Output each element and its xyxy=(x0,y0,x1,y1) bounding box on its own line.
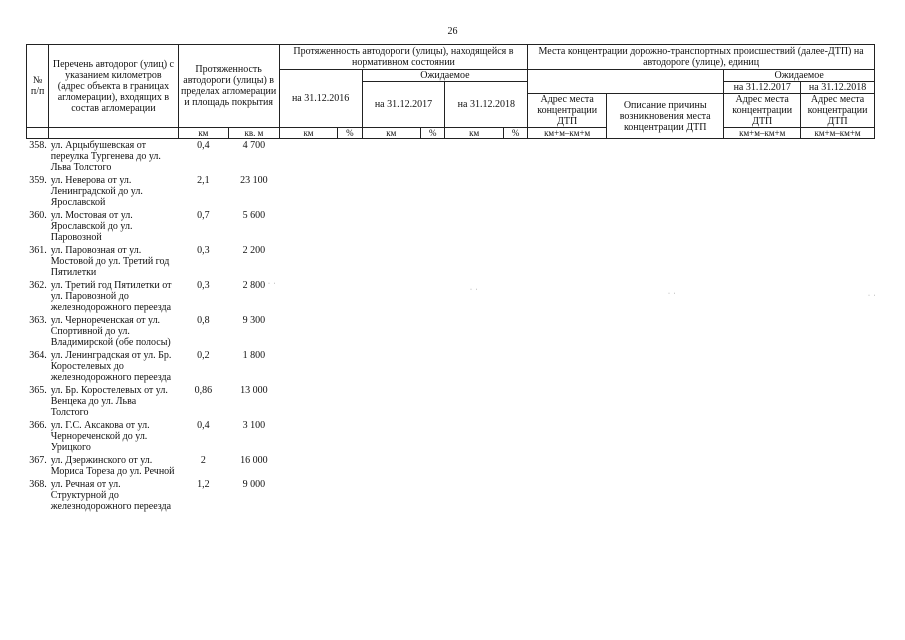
empty-cell xyxy=(528,279,607,314)
empty-cell xyxy=(445,314,504,349)
header-norm-2017: на 31.12.2017 xyxy=(362,82,445,128)
empty-cell xyxy=(338,209,362,244)
empty-cell xyxy=(724,349,801,384)
empty-cell xyxy=(338,419,362,454)
empty-cell xyxy=(362,419,421,454)
road-area-sqm: 9 000 xyxy=(242,479,266,490)
road-area-sqm: 4 700 xyxy=(242,140,266,151)
unit-km-2017: км xyxy=(362,128,421,139)
empty-cell xyxy=(724,139,801,175)
road-area-sqm: 16 000 xyxy=(240,455,268,466)
empty-cell xyxy=(504,174,528,209)
unit-pct-2018: % xyxy=(504,128,528,139)
empty-cell xyxy=(421,244,445,279)
unit-sqm: кв. м xyxy=(229,128,280,139)
empty-cell xyxy=(279,454,338,478)
empty-cell xyxy=(607,454,724,478)
header-length: Протяженность автодороги (улицы) в пределах агломерации и площадь покрытия xyxy=(178,45,279,128)
empty-cell xyxy=(528,209,607,244)
road-area-sqm: 5 600 xyxy=(242,210,266,221)
header-dtp: Места концентрации дорожно-транспортных происшествий (далее-ДТП) на автодороге (улице), единиц xyxy=(528,45,875,70)
empty-cell xyxy=(279,478,338,513)
empty-cell xyxy=(338,454,362,478)
empty-cell xyxy=(724,174,801,209)
road-name: ул. Бр. Коростелевых от ул. Венцека до ул. Льва Толстого xyxy=(50,385,168,418)
empty-cell xyxy=(724,454,801,478)
empty-cell xyxy=(421,314,445,349)
empty-cell xyxy=(724,209,801,244)
unit-pct-2017: % xyxy=(421,128,445,139)
empty-cell xyxy=(362,209,421,244)
empty-cell xyxy=(504,244,528,279)
empty-cell xyxy=(607,279,724,314)
empty-cell xyxy=(528,454,607,478)
empty-cell xyxy=(362,279,421,314)
table-row xyxy=(27,279,875,314)
table-row xyxy=(27,139,875,175)
empty-cell xyxy=(607,419,724,454)
empty-cell xyxy=(338,244,362,279)
empty-cell xyxy=(362,139,421,175)
road-name: ул. Мостовая от ул. Ярославской до ул. Паровозной xyxy=(50,210,133,243)
scan-artifact: · · xyxy=(668,291,677,297)
table-row xyxy=(27,419,875,454)
row-number: 362. xyxy=(29,280,47,291)
empty-cell xyxy=(421,384,445,419)
header-normative: Протяженность автодороги (улицы), находящейся в нормативном состоянии xyxy=(279,45,528,70)
empty-cell xyxy=(421,209,445,244)
table-row xyxy=(27,174,875,209)
empty-cell xyxy=(279,314,338,349)
unit-km-2016: км xyxy=(279,128,338,139)
table-row xyxy=(27,454,875,478)
road-area-sqm: 2 800 xyxy=(242,280,266,291)
header-address-2016: Адрес места концентрации ДТП xyxy=(528,94,607,128)
road-name: ул. Неверова от ул. Ленинградской до ул. Ярославской xyxy=(50,175,143,208)
empty-cell xyxy=(421,349,445,384)
unit-km: км xyxy=(178,128,229,139)
table-row xyxy=(27,209,875,244)
table-row xyxy=(27,244,875,279)
road-area-sqm: 23 100 xyxy=(240,175,268,186)
empty-cell xyxy=(504,454,528,478)
unit-kmm-2017: км+м–км+м xyxy=(724,128,801,139)
empty-cell xyxy=(724,279,801,314)
row-number: 363. xyxy=(29,315,47,326)
header-expected: Ожидаемое xyxy=(362,70,528,82)
empty-cell xyxy=(445,209,504,244)
empty-cell xyxy=(338,174,362,209)
row-number: 360. xyxy=(29,210,47,221)
empty-cell xyxy=(801,209,875,244)
empty-cell xyxy=(801,349,875,384)
empty-cell xyxy=(801,314,875,349)
empty-cell xyxy=(607,349,724,384)
scan-artifact: · · xyxy=(868,293,877,299)
empty-cell xyxy=(607,244,724,279)
empty-cell xyxy=(607,478,724,513)
empty-cell xyxy=(279,349,338,384)
road-name: ул. Паровозная от ул. Мостовой до ул. Третий год Пятилетки xyxy=(50,245,170,278)
road-name: ул. Дзержинского от ул. Мориса Тореза до ул. Речной xyxy=(50,455,175,477)
empty-cell xyxy=(338,314,362,349)
empty-cell xyxy=(504,314,528,349)
empty-cell xyxy=(338,279,362,314)
empty-cell xyxy=(801,279,875,314)
header-norm-2016: на 31.12.2016 xyxy=(279,70,362,128)
empty-cell xyxy=(607,139,724,175)
road-area-sqm: 1 800 xyxy=(242,350,266,361)
road-length-km: 0,7 xyxy=(197,210,210,221)
empty-cell xyxy=(279,209,338,244)
empty-cell xyxy=(362,314,421,349)
header-num: № п/п xyxy=(27,45,49,128)
unit-kmm-2016: км+м–км+м xyxy=(528,128,607,139)
road-length-km: 0,86 xyxy=(194,385,213,396)
empty-cell xyxy=(528,384,607,419)
road-area-sqm: 13 000 xyxy=(240,385,268,396)
road-area-sqm: 9 300 xyxy=(242,315,266,326)
empty-cell xyxy=(445,349,504,384)
empty-cell xyxy=(338,139,362,175)
road-name: ул. Чернореченская от ул. Спортивной до ул. Владимирской (обе полосы) xyxy=(50,315,171,348)
row-number: 367. xyxy=(29,455,47,466)
scan-artifact: · · xyxy=(268,281,277,287)
header-address-2017: Адрес места концентрации ДТП xyxy=(724,94,801,128)
row-number: 364. xyxy=(29,350,47,361)
empty-cell xyxy=(362,384,421,419)
row-number: 365. xyxy=(29,385,47,396)
empty-cell xyxy=(445,279,504,314)
unit-kmm-2018: км+м–км+м xyxy=(801,128,875,139)
road-length-km: 1,2 xyxy=(197,479,210,490)
empty-cell xyxy=(362,349,421,384)
road-length-km: 2,1 xyxy=(197,175,210,186)
empty-cell xyxy=(279,244,338,279)
empty-cell xyxy=(279,419,338,454)
empty-cell xyxy=(421,174,445,209)
empty-cell xyxy=(528,478,607,513)
empty-cell xyxy=(801,454,875,478)
empty-cell xyxy=(607,314,724,349)
empty-cell xyxy=(445,244,504,279)
empty-cell xyxy=(504,139,528,175)
empty-cell xyxy=(445,454,504,478)
empty-cell xyxy=(504,279,528,314)
empty-cell xyxy=(801,478,875,513)
empty-cell xyxy=(279,384,338,419)
empty-cell xyxy=(279,279,338,314)
empty-cell xyxy=(504,384,528,419)
empty-cell xyxy=(528,314,607,349)
empty-cell xyxy=(504,349,528,384)
road-name: ул. Г.С. Аксакова от ул. Чернореченской до ул. Урицкого xyxy=(50,420,150,453)
empty-cell xyxy=(724,419,801,454)
header-dtp-2018: на 31.12.2018 xyxy=(801,82,875,94)
row-number: 358. xyxy=(29,140,47,151)
empty-cell xyxy=(279,174,338,209)
empty-cell xyxy=(362,478,421,513)
empty-cell xyxy=(421,279,445,314)
empty-cell xyxy=(801,244,875,279)
header-dtp-2016-spacer xyxy=(528,70,724,94)
empty-cell xyxy=(421,419,445,454)
empty-cell xyxy=(338,349,362,384)
empty-cell xyxy=(338,384,362,419)
empty-cell xyxy=(362,454,421,478)
empty-cell xyxy=(421,454,445,478)
road-name: ул. Ленинградская от ул. Бр. Коростелевых до железнодорожного переезда xyxy=(50,350,172,383)
empty-cell xyxy=(528,174,607,209)
empty-cell xyxy=(362,174,421,209)
empty-cell xyxy=(421,139,445,175)
empty-cell xyxy=(801,139,875,175)
empty-cell xyxy=(445,384,504,419)
road-length-km: 0,3 xyxy=(197,245,210,256)
road-area-sqm: 3 100 xyxy=(242,420,266,431)
empty-cell xyxy=(801,419,875,454)
road-area-sqm: 2 200 xyxy=(242,245,266,256)
unit-km-2018: км xyxy=(445,128,504,139)
table-row xyxy=(27,384,875,419)
page-number: 26 xyxy=(447,26,458,37)
empty-cell xyxy=(362,244,421,279)
row-number: 368. xyxy=(29,479,47,490)
unit-pct-2016: % xyxy=(338,128,362,139)
table-row xyxy=(27,478,875,513)
empty-cell xyxy=(607,174,724,209)
empty-cell xyxy=(504,209,528,244)
road-length-km: 0,3 xyxy=(197,280,210,291)
row-number: 366. xyxy=(29,420,47,431)
road-name: ул. Арцыбушевская от переулка Тургенева до ул. Льва Толстого xyxy=(50,140,161,173)
row-number: 361. xyxy=(29,245,47,256)
empty-cell xyxy=(445,174,504,209)
road-length-km: 0,4 xyxy=(197,140,210,151)
scan-artifact: · · xyxy=(470,287,479,293)
empty-cell xyxy=(445,478,504,513)
empty-cell xyxy=(338,478,362,513)
road-table xyxy=(26,44,875,513)
empty-cell xyxy=(528,419,607,454)
empty-cell xyxy=(724,244,801,279)
road-length-km: 0,2 xyxy=(197,350,210,361)
empty-cell xyxy=(504,419,528,454)
road-name: ул. Третий год Пятилетки от ул. Паровозной до железнодорожного переезда xyxy=(50,280,172,313)
table-body xyxy=(27,139,875,514)
header-address-2018: Адрес места концентрации ДТП xyxy=(801,94,875,128)
empty-cell xyxy=(528,349,607,384)
empty-cell xyxy=(445,419,504,454)
empty-cell xyxy=(607,209,724,244)
empty-cell xyxy=(724,384,801,419)
road-length-km: 0,4 xyxy=(197,420,210,431)
header-cause: Описание причины возникновения места концентрации ДТП xyxy=(607,94,724,139)
empty-cell xyxy=(528,139,607,175)
empty-cell xyxy=(724,478,801,513)
empty-cell xyxy=(528,244,607,279)
empty-cell xyxy=(607,384,724,419)
header-dtp-2017: на 31.12.2017 xyxy=(724,82,801,94)
empty-cell xyxy=(801,174,875,209)
road-length-km: 2 xyxy=(200,455,206,466)
header-expected-dtp: Ожидаемое xyxy=(724,70,875,82)
table-row xyxy=(27,314,875,349)
header-norm-2018: на 31.12.2018 xyxy=(445,82,528,128)
empty-cell xyxy=(421,478,445,513)
empty-cell xyxy=(445,139,504,175)
row-number: 359. xyxy=(29,175,47,186)
empty-cell xyxy=(801,384,875,419)
road-length-km: 0,8 xyxy=(197,315,210,326)
road-name: ул. Речная от ул. Структурной до железнодорожного переезда xyxy=(50,479,172,512)
empty-cell xyxy=(724,314,801,349)
header-roads: Перечень автодорог (улиц) с указанием километров (адрес объекта в границах агломерации), входящих в состав агломерации xyxy=(49,45,178,128)
empty-cell xyxy=(279,139,338,175)
table-row xyxy=(27,349,875,384)
empty-cell xyxy=(504,478,528,513)
